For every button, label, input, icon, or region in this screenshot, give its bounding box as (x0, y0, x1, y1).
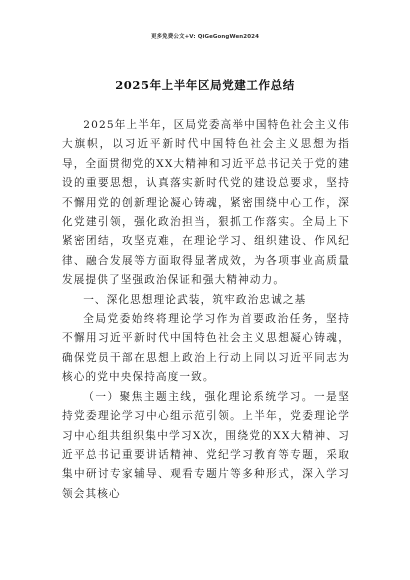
document-title: 2025年上半年区局党建工作总结 (115, 78, 295, 92)
header-note: 更多免费公文+V: QiGeGongWen2024 (150, 34, 259, 40)
subsection-1-paragraph: （一）聚焦主题主线，强化理论系统学习。一是坚持党委理论学习中心组示范引领。上半年，党委理论学习中心组共组织集中学习X次，围绕党的XX大精神、习近平总书记重要讲话精神、党纪学习教育等专题，采取集中研讨专家辅导、观看专题片等多种形式，深入学习领会其核心 (62, 390, 350, 500)
intro-paragraph: 2025年上半年，区局党委高举中国特色社会主义伟大旗帜，以习近平新时代中国特色社会主义思想为指导，全面贯彻党的XX大精神和习近平总书记关于党的建设的重要思想，认真落实新时代党的建设总要求，坚持不懈用党的创新理论凝心铸魂，紧密围绕中心工作，深化党建引领，强化政治担当，狠抓工作落实。全局上下紧密团结，攻坚克难，在理论学习、组织建设、作风纪律、融合发展等方面取得显著成效，为各项事业高质量发展提供了坚强政治保证和强大精神动力。 (62, 119, 350, 287)
section-1-paragraph: 全局党委始终将理论学习作为首要政治任务，坚持不懈用习近平新时代中国特色社会主义思想凝心铸魂，确保党员干部在思想上政治上行动上同以习近平同志为核心的党中央保持高度一致。 (62, 313, 350, 384)
document-body (62, 116, 350, 504)
section-heading-1: 一、深化思想理论武装，筑牢政治忠诚之基 (83, 293, 307, 306)
